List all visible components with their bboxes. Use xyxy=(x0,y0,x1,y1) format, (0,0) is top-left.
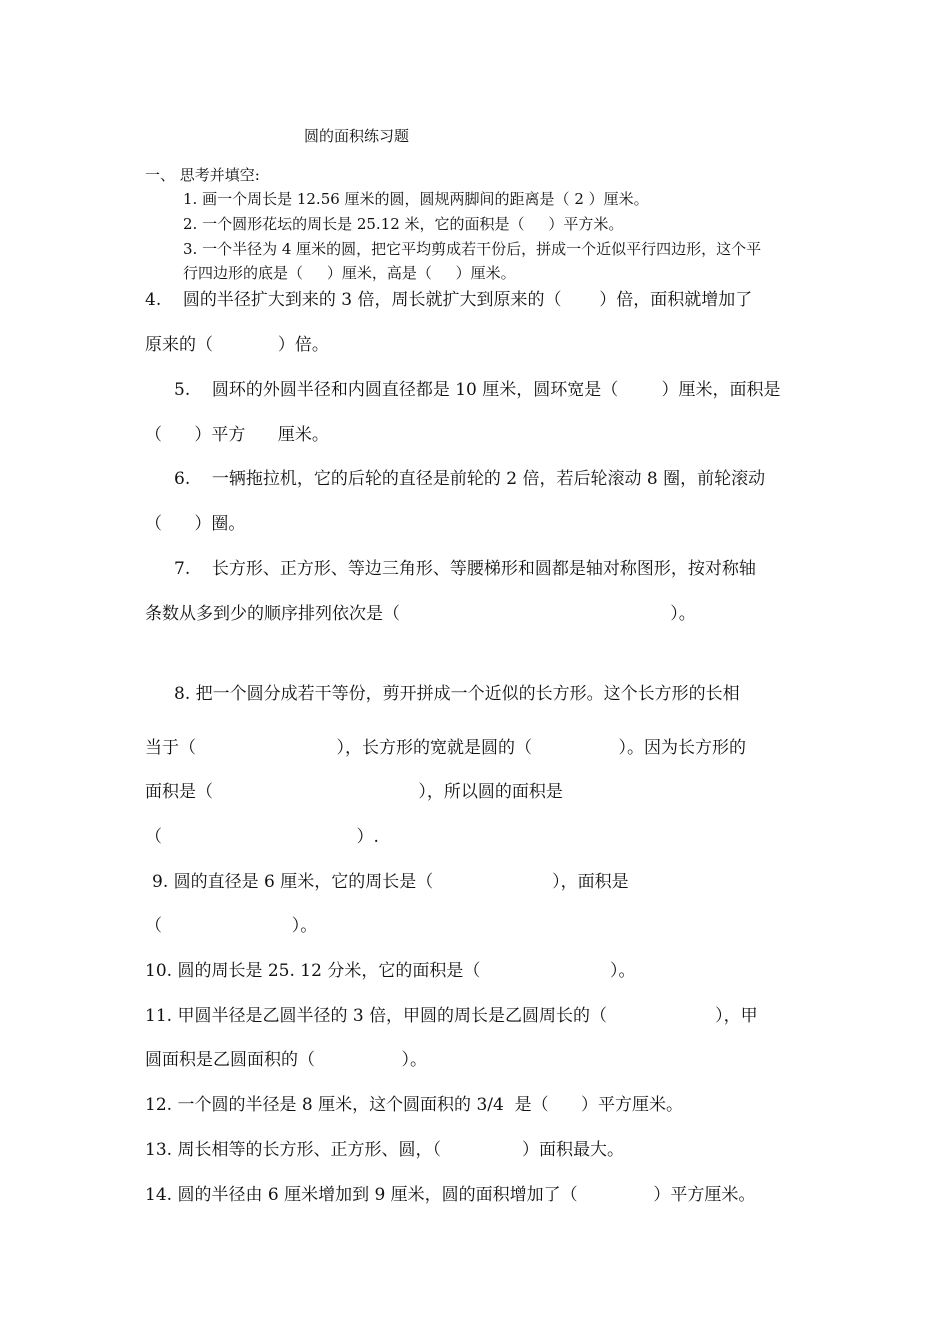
question-14: 14. 圆的半径由 6 厘米增加到 9 厘米，圆的面积增加了（ ）平方厘米。 xyxy=(145,1185,756,1205)
question-1: 1. 画一个周长是 12.56 厘米的圆，圆规两脚间的距离是（ 2 ）厘米。 xyxy=(183,190,649,208)
question-5-line-2: （ ）平方 厘米。 xyxy=(145,425,329,445)
question-8-line-1: 8. 把一个圆分成若干等份，剪开拼成一个近似的长方形。这个长方形的长相 xyxy=(174,684,740,704)
question-4-line-1: 4. 圆的半径扩大到来的 3 倍，周长就扩大到原来的（ ）倍，面积就增加了 xyxy=(145,290,753,310)
question-12: 12. 一个圆的半径是 8 厘米，这个圆面积的 3/4 是（ ）平方厘米。 xyxy=(145,1095,684,1115)
page-title: 圆的面积练习题 xyxy=(304,127,410,145)
question-3-line-1: 3. 一个半径为 4 厘米的圆，把它平均剪成若干份后，拼成一个近似平行四边形，这个平 xyxy=(183,240,762,258)
question-4-line-2: 原来的（ ）倍。 xyxy=(145,335,329,355)
question-3-line-2: 行四边形的底是（ ）厘米，高是（ ）厘米。 xyxy=(183,264,516,282)
question-8-line-3: 面积是（ ），所以圆的面积是 xyxy=(145,782,563,802)
question-5-line-1: 5. 圆环的外圆半径和内圆直径都是 10 厘米，圆环宽是（ ）厘米，面积是 xyxy=(174,380,781,400)
question-13: 13. 周长相等的长方形、正方形、圆，（ ）面积最大。 xyxy=(145,1140,624,1160)
question-11-line-1: 11. 甲圆半径是乙圆半径的 3 倍，甲圆的周长是乙圆周长的（ ），甲 xyxy=(145,1006,758,1026)
question-10: 10. 圆的周长是 25. 12 分米，它的面积是（ ）。 xyxy=(145,961,636,981)
question-8-line-4: （ ）. xyxy=(145,827,379,847)
question-6-line-2: （ ）圈。 xyxy=(145,514,246,534)
question-8-line-2: 当于（ ），长方形的宽就是圆的（ ）。因为长方形的 xyxy=(145,738,746,758)
question-9-line-1: 9. 圆的直径是 6 厘米，它的周长是（ ），面积是 xyxy=(152,872,629,892)
question-2: 2. 一个圆形花坛的周长是 25.12 米，它的面积是（ ）平方米。 xyxy=(183,215,624,233)
question-9-line-2: （ ）。 xyxy=(145,916,318,936)
question-6-line-1: 6. 一辆拖拉机，它的后轮的直径是前轮的 2 倍，若后轮滚动 8 圈，前轮滚动 xyxy=(174,469,766,489)
section-heading: 一、 思考并填空: xyxy=(145,166,260,184)
question-7-line-2: 条数从多到少的顺序排列依次是（ ）。 xyxy=(145,604,696,624)
question-7-line-1: 7. 长方形、正方形、等边三角形、等腰梯形和圆都是轴对称图形，按对称轴 xyxy=(174,559,756,579)
question-11-line-2: 圆面积是乙圆面积的（ ）。 xyxy=(145,1050,427,1070)
